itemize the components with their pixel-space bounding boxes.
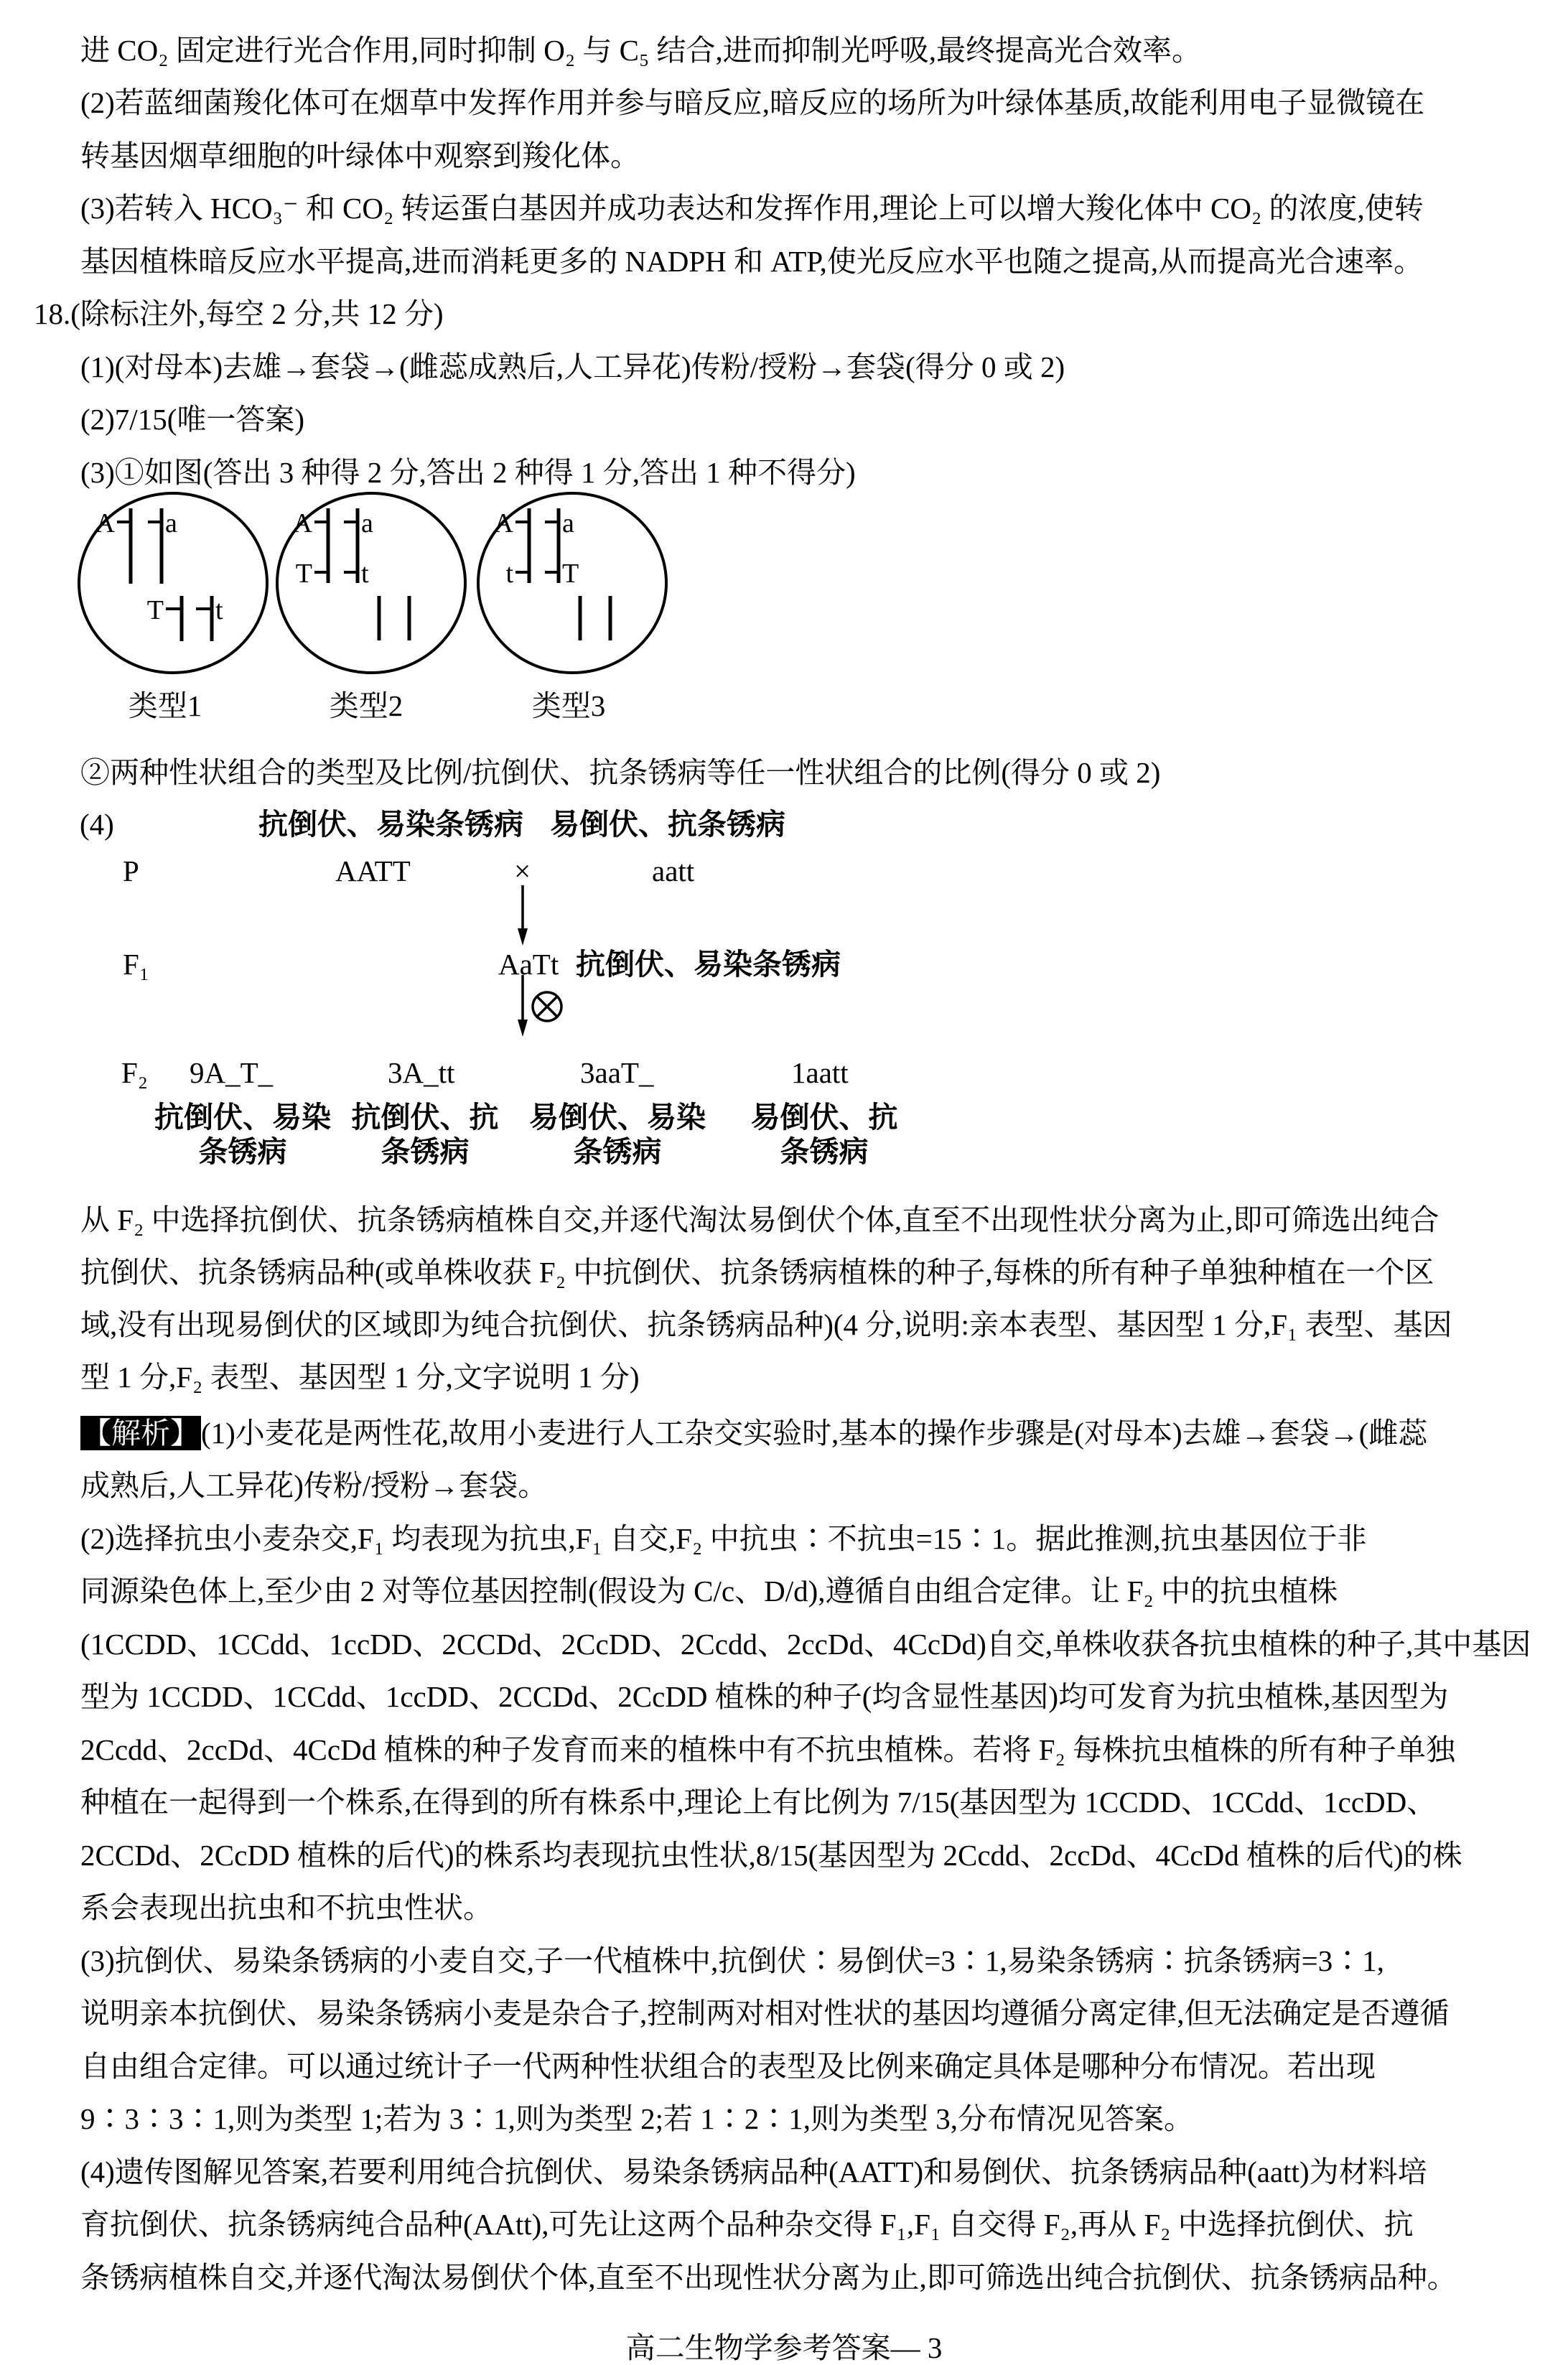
chromosome-types-diagram xyxy=(43,470,704,729)
f2-phenotype-line: 条锈病 xyxy=(381,1135,470,1168)
cross-symbol: × xyxy=(514,854,531,887)
item-2-line: ②两种性状组合的类型及比例/抗倒伏、抗条锈病等任一性状组合的比例(得分 0 或 2) xyxy=(80,756,1161,789)
analysis-line: 2CCDd、2CcDD 植株的后代)的株系均表现抗虫性状,8/15(基因型为 2Ccdd、2ccDd、4CcDd 植株的后代)的株 xyxy=(80,1839,1462,1872)
parent-right-genotype: aatt xyxy=(652,854,695,887)
f2-genotype: 3aaT_ xyxy=(580,1056,654,1089)
cross-arrow-down-icon xyxy=(495,880,560,951)
body-line: 基因植株暗反应水平提高,进而消耗更多的 NADPH 和 ATP,使光反应水平也随之提高,从而提高光合速率。 xyxy=(80,245,1424,278)
f2-phenotype-line: 条锈病 xyxy=(780,1135,869,1168)
gene-label: T xyxy=(562,559,579,589)
self-cross-arrow-icon xyxy=(495,969,582,1048)
gene-label: t xyxy=(361,559,369,589)
f2-generation-label: F₂ xyxy=(121,1056,149,1089)
analysis-line: 种植在一起得到一个株系,在得到的所有株系中,理论上有比例为 7/15(基因型为 1CCDD、1CCdd、1ccDD、 xyxy=(80,1786,1437,1819)
body-line: (3)若转入 HCO₃⁻ 和 CO₂ 转运蛋白基因并成功表达和发挥作用,理论上可以增大羧化体中 CO₂ 的浓度,使转 xyxy=(80,192,1424,225)
parent-left-genotype: AATT xyxy=(335,854,411,887)
answer-line: 抗倒伏、抗条锈病品种(或单株收获 F₂ 中抗倒伏、抗条锈病植株的种子,每株的所有种子单独种植在一个区 xyxy=(80,1256,1434,1289)
gene-label: a xyxy=(562,508,574,538)
body-line: 进 CO₂ 固定进行光合作用,同时抑制 O₂ 与 C₅ 结合,进而抑制光呼吸,最终提高光合效率。 xyxy=(80,34,1202,67)
analysis-line: 条锈病植株自交,并逐代淘汰易倒伏个体,直至不出现性状分离为止,即可筛选出纯合抗倒伏、抗条锈病品种。 xyxy=(80,2261,1457,2294)
gene-label: T xyxy=(295,559,312,589)
gene-label: A xyxy=(493,508,513,538)
parent-right-phenotype: 易倒伏、抗条锈病 xyxy=(550,808,785,841)
body-line: (2)若蓝细菌羧化体可在烟草中发挥作用并参与暗反应,暗反应的场所为叶绿体基质,故能利用电子显微镜在 xyxy=(80,86,1425,119)
gene-label: a xyxy=(361,508,373,538)
f1-phenotype: 抗倒伏、易染条锈病 xyxy=(576,948,841,981)
analysis-line: 型为 1CCDD、1CCdd、1ccDD、2CCDd、2CcDD 植株的种子(均含显性基因)均可发育为抗虫植株,基因型为 xyxy=(80,1680,1449,1713)
q18-item-1: (1)(对母本)去雄→套袋→(雌蕊成熟后,人工异花)传粉/授粉→套袋(得分 0 或 2) xyxy=(80,350,1065,383)
analysis-line: (1CCDD、1CCdd、1ccDD、2CCDd、2CcDD、2Ccdd、2ccDd、4CcDd)自交,单株收获各抗虫植株的种子,其中基因 xyxy=(80,1628,1531,1661)
gene-label: t xyxy=(215,595,223,625)
parent-left-phenotype: 抗倒伏、易染条锈病 xyxy=(258,808,523,841)
page-footer: 高二生物学参考答案— 3 xyxy=(625,2331,943,2364)
q18-item-3: (3)①如图(答出 3 种得 2 分,答出 2 种得 1 分,答出 1 种不得分) xyxy=(80,456,856,489)
f2-phenotype-line: 易倒伏、易染 xyxy=(529,1101,706,1134)
analysis-line: 育抗倒伏、抗条锈病纯合品种(AAtt),可先让这两个品种杂交得 F₁,F₁ 自交得 F₂,再从 F₂ 中选择抗倒伏、抗 xyxy=(80,2208,1414,2241)
f1-generation-label: F₁ xyxy=(123,948,150,981)
analysis-line: (2)选择抗虫小麦杂交,F₁ 均表现为抗虫,F₁ 自交,F₂ 中抗虫∶不抗虫=15∶1。据此推测,抗虫基因位于非 xyxy=(80,1522,1367,1555)
f2-genotype: 1aatt xyxy=(791,1056,849,1089)
gene-label: A xyxy=(292,508,312,538)
analysis-line: (3)抗倒伏、易染条锈病的小麦自交,子一代植株中,抗倒伏∶易倒伏=3∶1,易染条锈病∶抗条锈病=3∶1, xyxy=(80,1944,1385,1977)
gene-label: a xyxy=(165,508,177,538)
analysis-line xyxy=(80,1414,1427,1452)
analysis-line: 自由组合定律。可以通过统计子一代两种性状组合的表型及比例来确定具体是哪种分布情况。若出现 xyxy=(80,2050,1376,2083)
q18-item-2: (2)7/15(唯一答案) xyxy=(80,403,305,436)
gene-label: A xyxy=(95,508,115,538)
f2-genotype: 9A_T_ xyxy=(190,1056,274,1089)
analysis-line: 同源染色体上,至少由 2 对等位基因控制(假设为 C/c、D/d),遵循自由组合定律。让 F₂ 中的抗虫植株 xyxy=(80,1575,1338,1608)
question-18-heading: 18.(除标注外,每空 2 分,共 12 分) xyxy=(34,297,444,330)
type-3-label: 类型3 xyxy=(531,689,606,722)
type-2-label: 类型2 xyxy=(329,689,403,722)
analysis-tag: 【解析】 xyxy=(82,1417,200,1450)
p-generation-label: P xyxy=(123,854,139,887)
f2-phenotype-line: 条锈病 xyxy=(573,1135,662,1168)
f2-phenotype-line: 抗倒伏、易染 xyxy=(154,1101,331,1134)
analysis-line: 说明亲本抗倒伏、易染条锈病小麦是杂合子,控制两对相对性状的基因均遵循分离定律,但无法确定是否遵循 xyxy=(80,1997,1450,2030)
f2-genotype: 3A_tt xyxy=(388,1056,455,1089)
f2-phenotype-line: 抗倒伏、抗 xyxy=(351,1101,499,1134)
answer-line: 型 1 分,F₂ 表型、基因型 1 分,文字说明 1 分) xyxy=(80,1361,640,1394)
answer-line: 从 F₂ 中选择抗倒伏、抗条锈病植株自交,并逐代淘汰易倒伏个体,直至不出现性状分离为止,即可筛选出纯合 xyxy=(80,1203,1439,1236)
f2-phenotype-line: 条锈病 xyxy=(198,1135,287,1168)
answer-line: 域,没有出现易倒伏的区域即为纯合抗倒伏、抗条锈病品种)(4 分,说明:亲本表型、基因型 1 分,F₁ 表型、基因 xyxy=(80,1308,1452,1341)
analysis-line: 系会表现出抗虫和不抗虫性状。 xyxy=(80,1891,493,1924)
analysis-line: (4)遗传图解见答案,若要利用纯合抗倒伏、易染条锈病品种(AATT)和易倒伏、抗条锈病品种(aatt)为材料培 xyxy=(80,2155,1427,2188)
item-4-number: (4) xyxy=(80,808,114,841)
f2-phenotype-line: 易倒伏、抗 xyxy=(750,1101,898,1134)
f2-phenotype xyxy=(702,1100,946,1169)
analysis-line: 9∶3∶3∶1,则为类型 1;若为 3∶1,则为类型 2;若 1∶2∶1,则为类型 3,分布情况见答案。 xyxy=(80,2102,1194,2135)
body-line: 转基因烟草细胞的叶绿体中观察到羧化体。 xyxy=(80,139,640,172)
gene-label: T xyxy=(146,595,164,625)
gene-label: t xyxy=(505,559,513,589)
analysis-line: 成熟后,人工异花)传粉/授粉→套袋。 xyxy=(80,1469,548,1502)
f1-genotype: AaTt xyxy=(498,948,559,981)
analysis-line: 2Ccdd、2ccDd、4CcDd 植株的种子发育而来的植株中有不抗虫植株。若将 F₂ 每株抗虫植株的所有种子单独 xyxy=(80,1733,1456,1766)
type-1-label: 类型1 xyxy=(128,689,202,722)
analysis-text: (1)小麦花是两性花,故用小麦进行人工杂交实验时,基本的操作步骤是(对母本)去雄→套袋→(雌蕊 xyxy=(201,1417,1428,1450)
